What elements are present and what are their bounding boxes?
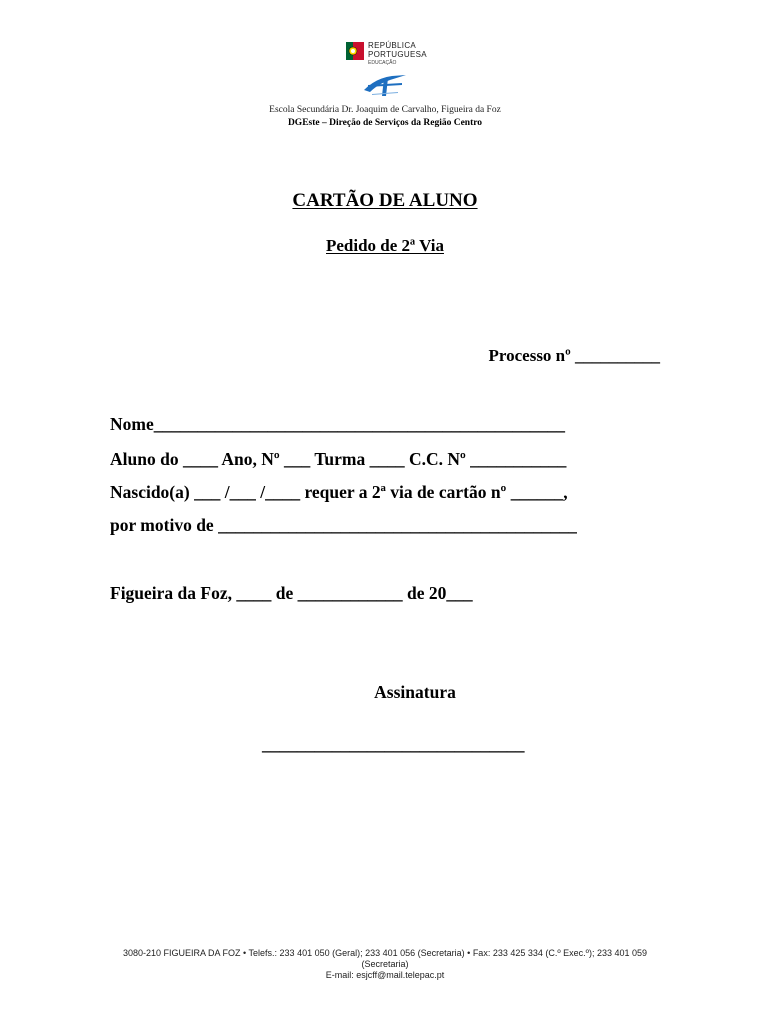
republica-logo-sub: EDUCAÇÃO <box>368 60 397 66</box>
republica-logo-text <box>368 41 427 59</box>
footer-email: E-mail: esjcff@mail.telepac.pt <box>325 970 445 980</box>
form-line-motivo: por motivo de _________________________________________ <box>110 515 577 535</box>
document-title: CARTÃO DE ALUNO <box>292 190 478 211</box>
republic-emblem-icon <box>346 42 364 60</box>
republica-portuguesa-logo <box>346 40 436 66</box>
ministry-logo-icon <box>362 72 408 98</box>
form-line-nome: Nome_______________________________________________ <box>110 414 565 434</box>
form-line-aluno: Aluno do ____ Ano, Nº ___ Turma ____ C.C. Nº ___________ <box>110 449 567 469</box>
footer-address-cont: (Secretaria) <box>361 959 409 969</box>
school-name: Escola Secundária Dr. Joaquim de Carvalho, Figueira da Foz <box>269 105 501 115</box>
footer-address: 3080-210 FIGUEIRA DA FOZ • Telefs.: 233 401 050 (Geral); 233 401 056 (Secretaria) • Fax: 233 425 334 (C.º Exec.º); 233 401 059 <box>123 948 647 958</box>
signature-label: Assinatura <box>374 682 456 702</box>
form-line-local-data: Figueira da Foz, ____ de ____________ de 20___ <box>110 583 473 603</box>
signature-line: ______________________________ <box>262 734 525 754</box>
processo-number-field: Processo nº __________ <box>488 346 660 365</box>
republica-logo-line2: PORTUGUESA <box>368 50 427 59</box>
dge-name: DGEste – Direção de Serviços da Região Centro <box>287 118 483 128</box>
footer <box>100 948 670 981</box>
republica-logo-line1: REPÚBLICA <box>368 41 417 50</box>
form-line-nascido: Nascido(a) ___ /___ /____ requer a 2ª via de cartão nº ______, <box>110 482 568 502</box>
document-subtitle: Pedido de 2ª Via <box>326 236 444 255</box>
